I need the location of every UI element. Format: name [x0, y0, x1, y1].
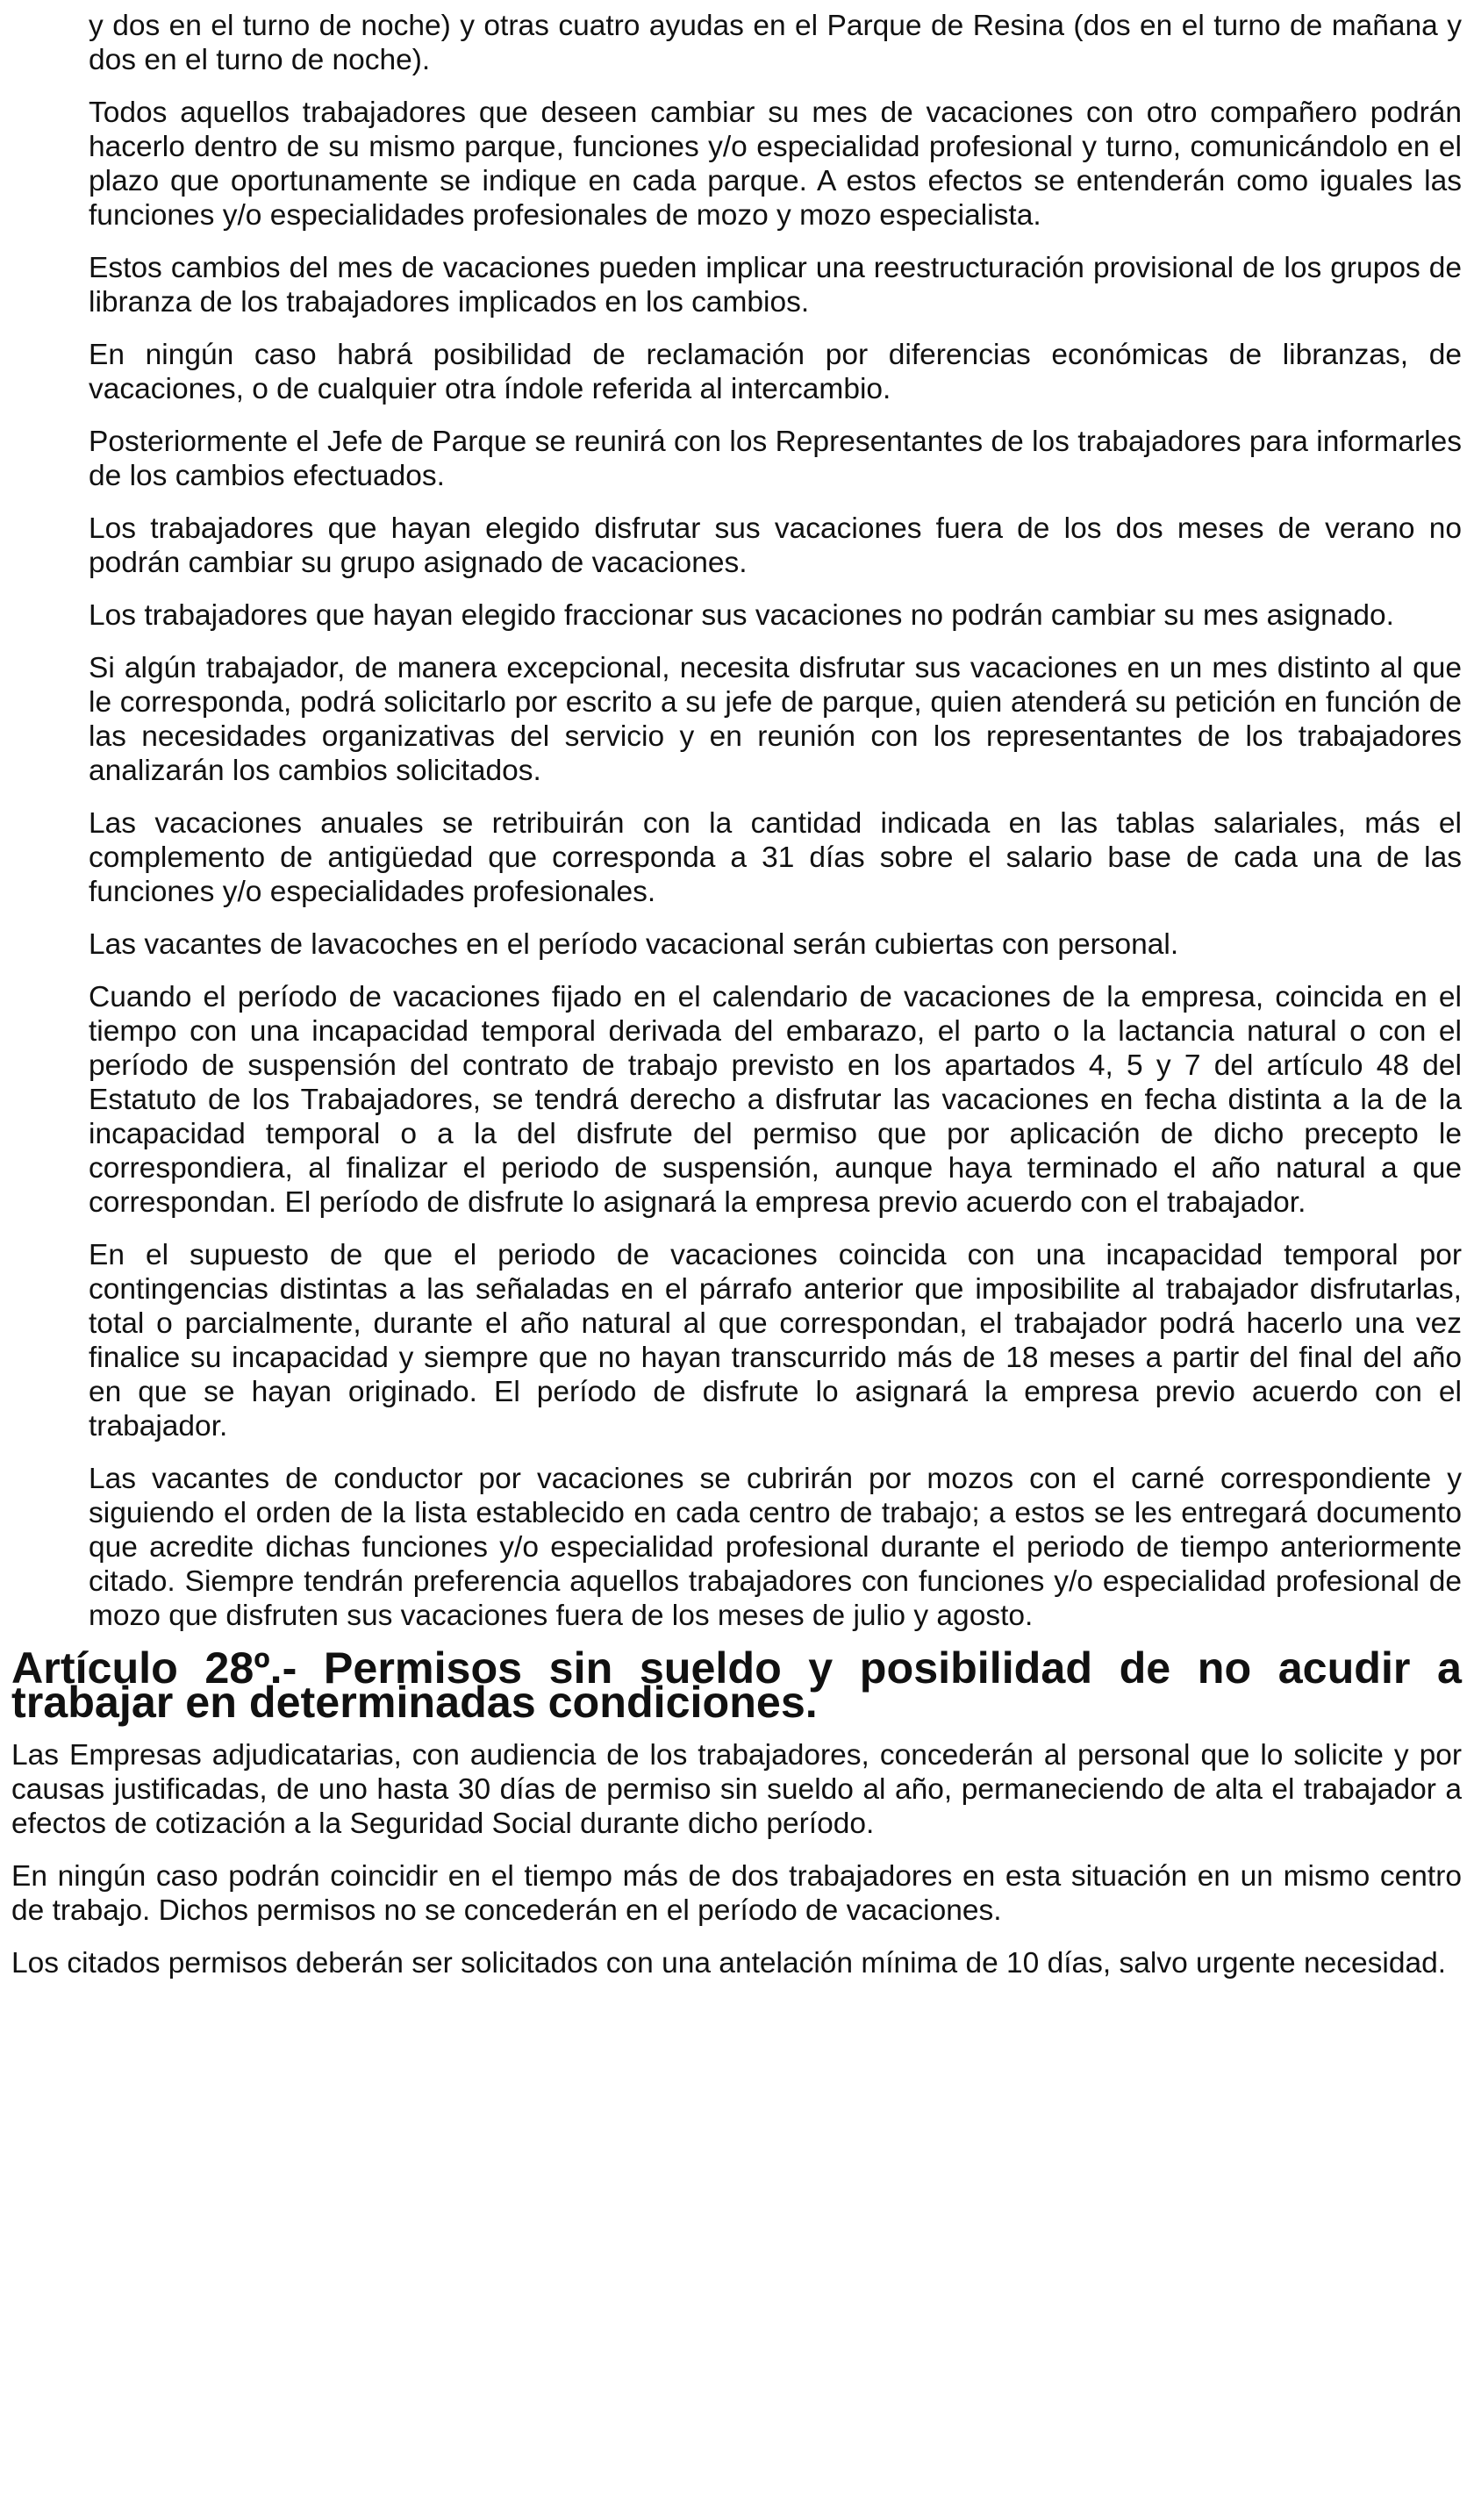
- paragraph: Si algún trabajador, de manera excepcional, necesita disfrutar sus vacaciones en un mes distinto al que le corresponda, podrá solicitarlo por escrito a su jefe de parque, quien atenderá su petición en función de las necesidades organizativas del servicio y en reunión con los representantes de los trabajadores analizarán los cambios solicitados.: [89, 652, 1462, 787]
- article-28-section: [11, 1738, 1462, 1980]
- paragraph: Posteriormente el Jefe de Parque se reunirá con los Representantes de los trabajadores para informarles de los cambios efectuados.: [89, 426, 1462, 492]
- paragraph: Las vacaciones anuales se retribuirán con la cantidad indicada en las tablas salariales, más el complemento de antigüedad que corresponda a 31 días sobre el salario base de cada una de las funciones y/o especialidades profesionales.: [89, 807, 1462, 908]
- article-heading: Artículo 28º.- Permisos sin sueldo y posibilidad de no acudir a trabajar en determinadas condiciones.: [11, 1643, 1462, 1727]
- paragraph: En el supuesto de que el periodo de vacaciones coincida con una incapacidad temporal por contingencias distintas a las señaladas en el párrafo anterior que imposibilite al trabajador disfrutarlas, total o parcialmente, durante el año natural al que correspondan, el trabajador podrá hacerlo una vez finalice su incapacidad y siempre que no hayan transcurrido más de 18 meses a partir del final del año en que se hayan originado. El período de disfrute lo asignará la empresa previo acuerdo con el trabajador.: [89, 1239, 1462, 1443]
- vacation-section: [11, 9, 1462, 1633]
- paragraph: Cuando el período de vacaciones fijado en el calendario de vacaciones de la empresa, coincida en el tiempo con una incapacidad temporal derivada del embarazo, el parto o la lactancia natural o con el período de suspensión del contrato de trabajo previsto en los apartados 4, 5 y 7 del artículo 48 del Estatuto de los Trabajadores, se tendrá derecho a disfrutar las vacaciones en fecha distinta a la de la incapacidad temporal o a la del disfrute del permiso que por aplicación de dicho precepto le correspondiera, al finalizar el periodo de suspensión, aunque haya terminado el año natural a que correspondan. El período de disfrute lo asignará la empresa previo acuerdo con el trabajador.: [89, 981, 1462, 1219]
- paragraph: En ningún caso podrán coincidir en el tiempo más de dos trabajadores en esta situación en un mismo centro de trabajo. Dichos permisos no se concederán en el período de vacaciones.: [11, 1860, 1462, 1927]
- paragraph: Estos cambios del mes de vacaciones pueden implicar una reestructuración provisional de los grupos de libranza de los trabajadores implicados en los cambios.: [89, 252, 1462, 319]
- paragraph: Los trabajadores que hayan elegido disfrutar sus vacaciones fuera de los dos meses de verano no podrán cambiar su grupo asignado de vacaciones.: [89, 512, 1462, 579]
- paragraph: Las vacantes de lavacoches en el período vacacional serán cubiertas con personal.: [89, 928, 1179, 961]
- paragraph: Los trabajadores que hayan elegido fraccionar sus vacaciones no podrán cambiar su mes asignado.: [89, 599, 1394, 632]
- paragraph: Las vacantes de conductor por vacaciones se cubrirán por mozos con el carné correspondiente y siguiendo el orden de la lista establecido en cada centro de trabajo; a estos se les entregará documento que acredite dichas funciones y/o especialidad profesional durante el periodo de tiempo anteriormente citado. Siempre tendrán preferencia aquellos trabajadores con funciones y/o especialidad profesional de mozo que disfruten sus vacaciones fuera de los meses de julio y agosto.: [89, 1463, 1462, 1632]
- paragraph: Las Empresas adjudicatarias, con audiencia de los trabajadores, concederán al personal que lo solicite y por causas justificadas, de uno hasta 30 días de permiso sin sueldo al año, permaneciendo de alta el trabajador a efectos de cotización a la Seguridad Social durante dicho período.: [11, 1739, 1462, 1840]
- paragraph: y dos en el turno de noche) y otras cuatro ayudas en el Parque de Resina (dos en el turno de mañana y dos en el turno de noche).: [89, 10, 1462, 76]
- paragraph: Los citados permisos deberán ser solicitados con una antelación mínima de 10 días, salvo urgente necesidad.: [11, 1947, 1447, 1979]
- paragraph: Todos aquellos trabajadores que deseen cambiar su mes de vacaciones con otro compañero podrán hacerlo dentro de su mismo parque, funciones y/o especialidad profesional y turno, comunicándolo en el plazo que oportunamente se indique en cada parque. A estos efectos se entenderán como iguales las funciones y/o especialidades profesionales de mozo y mozo especialista.: [89, 97, 1462, 232]
- paragraph: En ningún caso habrá posibilidad de reclamación por diferencias económicas de libranzas, de vacaciones, o de cualquier otra índole referida al intercambio.: [89, 339, 1462, 405]
